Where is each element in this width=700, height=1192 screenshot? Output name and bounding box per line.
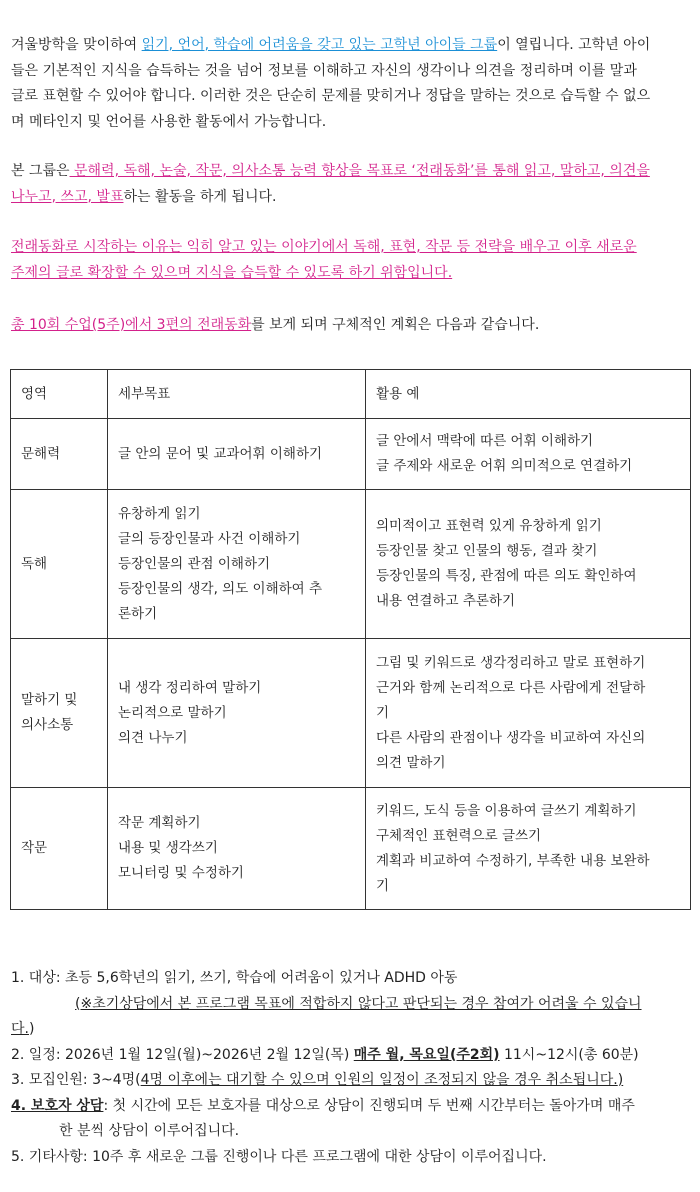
row-goals-cell: 글 안의 문어 및 교과어휘 이해하기 (108, 419, 366, 490)
table-header-row (11, 370, 691, 419)
info-target-note-end: 다.) (11, 1021, 35, 1037)
program-info-list (11, 966, 691, 1170)
row-area-cell: 독해 (11, 490, 108, 639)
sessions-paragraph: 총 10회 수업(5주)에서 3편의 전래동화를 보게 되며 구체적인 계획은 다음과 같습니다. (11, 317, 540, 333)
table-row (11, 639, 691, 788)
intro-line-4: 며 메타인지 및 언어를 사용한 활동에서 가능합니다. (11, 113, 327, 130)
info-parent-consult-cont: 한 분씩 상담이 이루어집니다. (59, 1123, 240, 1139)
info-recruit: 3. 모집인원: 3~4명(4명 이후에는 대기할 수 있으며 인원의 일정이 조정되지 않을 경우 취소됩니다.) (11, 1072, 624, 1088)
parent-consult-label: 4. 보호자 상담 (11, 1097, 104, 1114)
info-target-note: (※초기상담에서 본 프로그램 목표에 적합하지 않다고 판단되는 경우 참여가 어려울 수 있습니 (75, 995, 642, 1012)
reason-line-1[interactable]: 전래동화로 시작하는 이유는 익히 알고 있는 이야기에서 독해, 표현, 작문 등 전략을 배우고 이후 새로운 (11, 239, 637, 255)
intro-line-1: 겨울방학을 맞이하여 읽기, 언어, 학습에 어려움을 갖고 있는 고학년 아이들 그룹이 열립니다. 고학년 아이 (11, 37, 651, 53)
row-examples-cell: 키워드, 도식 등을 이용하여 글쓰기 계획하기 구체적인 표현력으로 글쓰기 계획과 비교하여 수정하기, 부족한 내용 보완하 기 (366, 788, 691, 910)
row-area-cell: 문해력 (11, 419, 108, 490)
reason-paragraph (11, 235, 691, 286)
header-examples: 활용 예 (366, 370, 691, 419)
reason-line-2[interactable]: 주제의 글로 확장할 수 있으며 지식을 습득할 수 있도록 하기 위함입니다. (11, 264, 453, 281)
intro-paragraph (11, 33, 691, 135)
plan-table (10, 369, 691, 910)
row-examples-cell: 글 안에서 맥락에 따른 어휘 이해하기 글 주제와 새로운 어휘 의미적으로 연결하기 (366, 419, 691, 490)
row-goals-cell: 유창하게 읽기 글의 등장인물과 사건 이해하기 등장인물의 관점 이해하기 등장인물의 생각, 의도 이해하여 추 론하기 (108, 490, 366, 639)
goal-paragraph (11, 159, 691, 210)
row-goals-cell: 작문 계획하기 내용 및 생각쓰기 모니터링 및 수정하기 (108, 788, 366, 910)
row-examples-cell: 그림 및 키워드로 생각정리하고 말로 표현하기 근거와 함께 논리적으로 다른 사람에게 전달하 기 다른 사람의 관점이나 생각을 비교하여 자신의 의견 말하기 (366, 639, 691, 788)
row-area-cell: 말하기 및 의사소통 (11, 639, 108, 788)
header-area: 영역 (11, 370, 108, 419)
table-row (11, 490, 691, 639)
info-parent-consult: 4. 보호자 상담: 첫 시간에 모든 보호자를 대상으로 상담이 진행되며 두 번째 시간부터는 돌아가며 매주 (11, 1097, 635, 1114)
recruit-note: 4명 이후에는 대기할 수 있으며 인원의 일정이 조정되지 않을 경우 취소됩니다. (140, 1072, 618, 1088)
intro-line-2: 들은 기본적인 지식을 습득하는 것을 넘어 정보를 이해하고 자신의 생각이나 의견을 정리하며 이를 말과 (11, 62, 637, 79)
info-target: 1. 대상: 초등 5,6학년의 읽기, 쓰기, 학습에 어려움이 있거나 ADHD 아동 (11, 970, 458, 986)
info-schedule: 2. 일정: 2026년 1월 12일(월)~2026년 2월 12일(목) 매주 월, 목요일(주2회) 11시~12시(총 60분) (11, 1046, 639, 1063)
intro-line-3: 글로 표현할 수 있어야 합니다. 이러한 것은 단순히 문제를 맞히거나 정답을 말하는 것으로 습득할 수 없으 (11, 88, 651, 104)
info-etc: 5. 기타사항: 10주 후 새로운 그룹 진행이나 다른 프로그램에 대한 상담이 이루어집니다. (11, 1148, 547, 1165)
row-area-cell: 작문 (11, 788, 108, 910)
group-title-link[interactable]: 읽기, 언어, 학습에 어려움을 갖고 있는 고학년 아이들 그룹 (141, 37, 498, 53)
goal-line-2: 나누고, 쓰고, 발표하는 활동을 하게 됩니다. (11, 188, 277, 205)
sessions-highlight[interactable]: 총 10회 수업(5주)에서 3편의 전래동화 (11, 317, 252, 333)
row-examples-cell: 의미적이고 표현력 있게 유창하게 읽기 등장인물 찾고 인물의 행동, 결과 찾기 등장인물의 특징, 관점에 따른 의도 확인하여 내용 연결하고 추론하기 (366, 490, 691, 639)
row-goals-cell: 내 생각 정리하여 말하기 논리적으로 말하기 의견 나누기 (108, 639, 366, 788)
goal-highlight-2[interactable]: 나누고, 쓰고, 발표 (11, 188, 124, 205)
goal-highlight-1[interactable]: 문해력, 독해, 논술, 작문, 의사소통 능력 향상을 목표로 ‘전래동화’를 통해 읽고, 말하고, 의견을 (69, 163, 650, 179)
table-row (11, 419, 691, 490)
header-goals: 세부목표 (108, 370, 366, 419)
goal-line-1: 본 그룹은 문해력, 독해, 논술, 작문, 의사소통 능력 향상을 목표로 ‘전래동화’를 통해 읽고, 말하고, 의견을 (11, 163, 650, 179)
schedule-days: 매주 월, 목요일(주2회) (353, 1046, 500, 1063)
table-row (11, 788, 691, 910)
